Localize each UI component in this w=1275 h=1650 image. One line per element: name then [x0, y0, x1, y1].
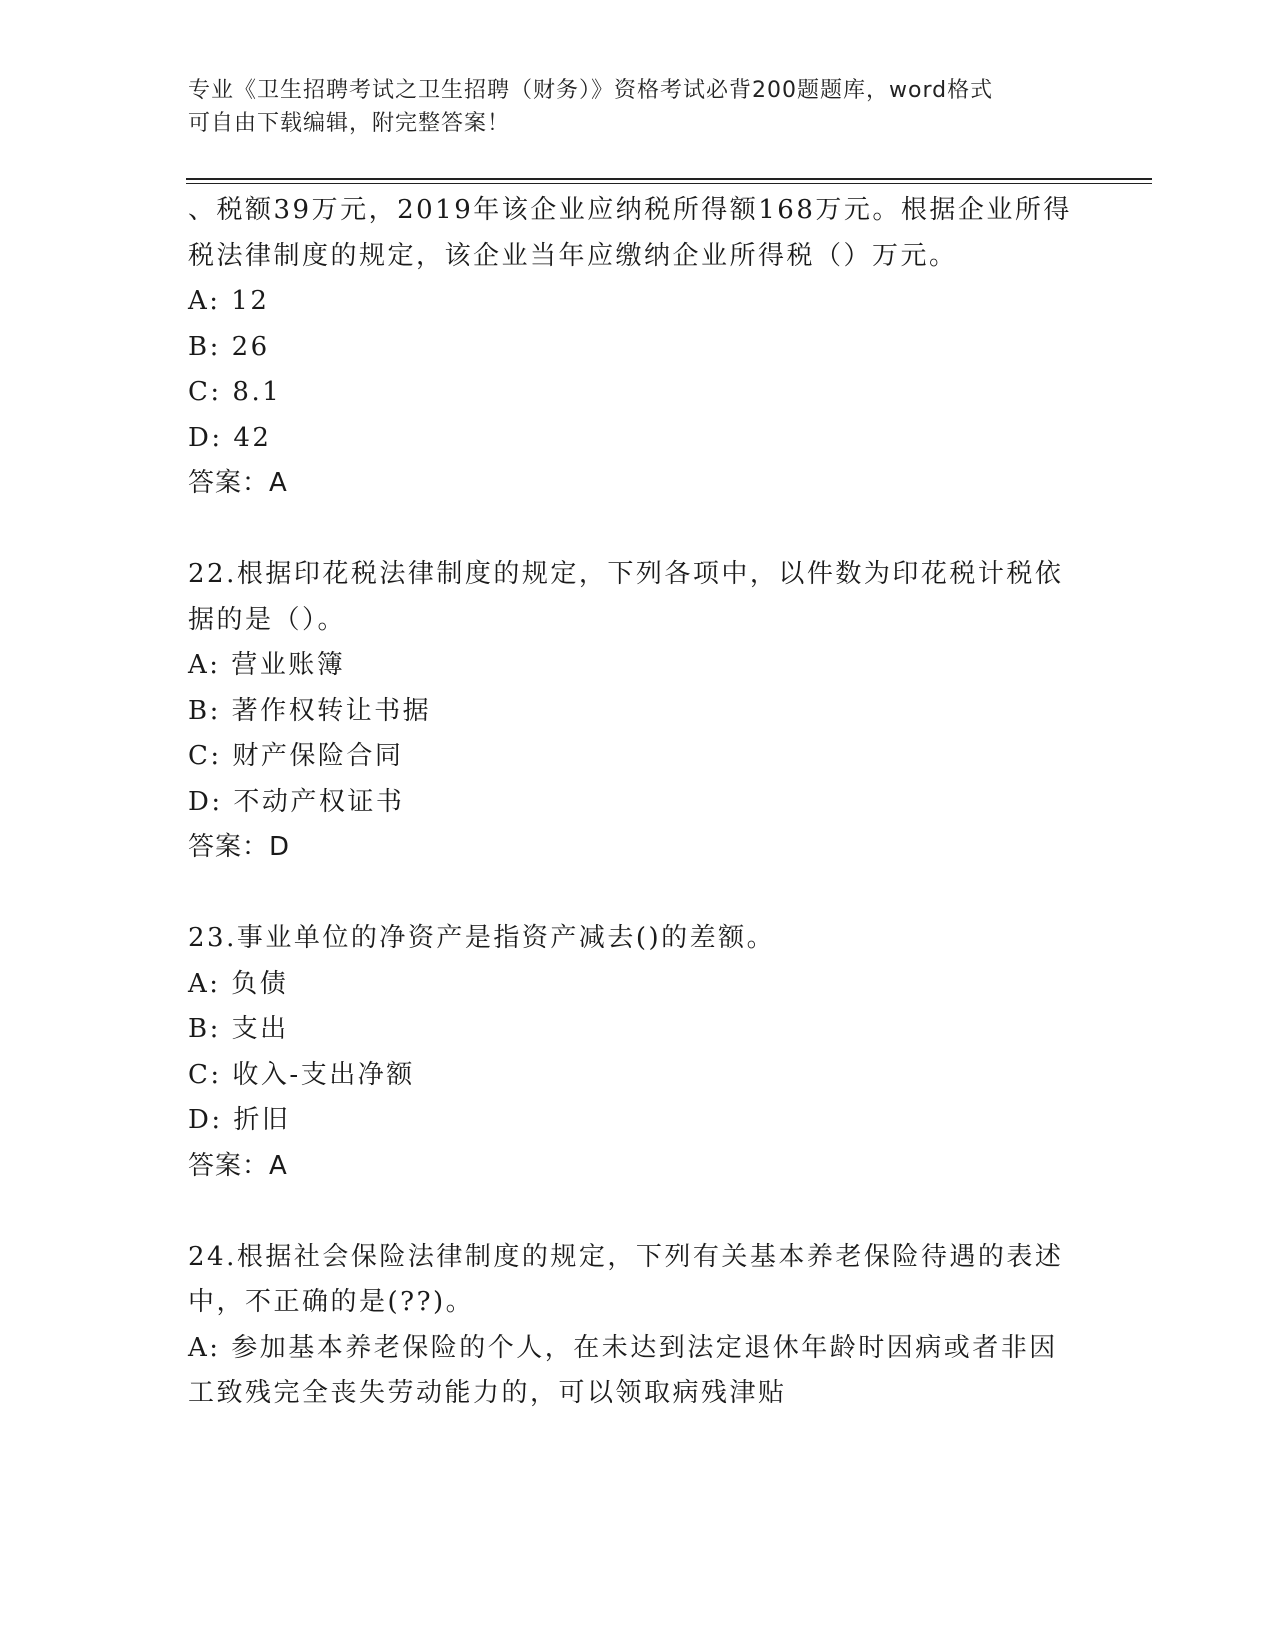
header-rule-thick	[186, 178, 1152, 180]
spacer	[188, 1189, 1088, 1235]
option-a: A: 营业账簿	[188, 650, 346, 680]
option-b: B: 26	[188, 331, 270, 362]
document-body	[188, 188, 1088, 1417]
answer-line: 答案：A	[188, 468, 288, 498]
header-rule-thin	[186, 183, 1152, 184]
option-d: D: 折旧	[188, 1105, 291, 1135]
question-text-line: 中，不正确的是(??)。	[188, 1287, 475, 1317]
spacer	[188, 871, 1088, 917]
option-d: D: 不动产权证书	[188, 786, 405, 817]
question-text-line: 23.事业单位的净资产是指资产减去()的差额。	[188, 923, 776, 953]
spacer	[188, 507, 1088, 553]
question-23	[188, 916, 1088, 1189]
question-text-line: 税法律制度的规定，该企业当年应缴纳企业所得税（）万元。	[188, 240, 958, 271]
option-b: B: 著作权转让书据	[188, 695, 432, 726]
option-c: C: 财产保险合同	[188, 741, 404, 771]
option-c: C: 收入-支出净额	[188, 1059, 415, 1090]
option-a: A: 12	[188, 286, 270, 316]
question-text-line: 、税额39万元，2019年该企业应纳税所得额168万元。根据企业所得	[188, 195, 1072, 225]
question-text-line: 24.根据社会保险法律制度的规定，下列有关基本养老保险待遇的表述	[188, 1241, 1064, 1272]
header-line-1: 专业《卫生招聘考试之卫生招聘（财务）》资格考试必背200题题库，word格式	[188, 78, 994, 103]
question-24	[188, 1235, 1088, 1417]
answer-line: 答案：A	[188, 1150, 288, 1181]
question-text-line: 据的是（）。	[188, 604, 347, 635]
option-a-continued: 工致残完全丧失劳动能力的，可以领取病残津贴	[188, 1378, 787, 1408]
header-line-2: 可自由下载编辑，附完整答案！	[188, 111, 511, 136]
question-22	[188, 552, 1088, 871]
option-d: D: 42	[188, 422, 272, 453]
option-a: A: 参加基本养老保险的个人，在未达到法定退休年龄时因病或者非因	[188, 1332, 1058, 1363]
option-a: A: 负债	[188, 968, 289, 999]
option-c: C: 8.1	[188, 377, 282, 407]
document-header	[188, 74, 1088, 140]
option-b: B: 支出	[188, 1014, 289, 1044]
answer-line: 答案：D	[188, 832, 291, 862]
question-21-continued	[188, 188, 1088, 507]
question-text-line: 22.根据印花税法律制度的规定，下列各项中，以件数为印花税计税依	[188, 559, 1064, 589]
